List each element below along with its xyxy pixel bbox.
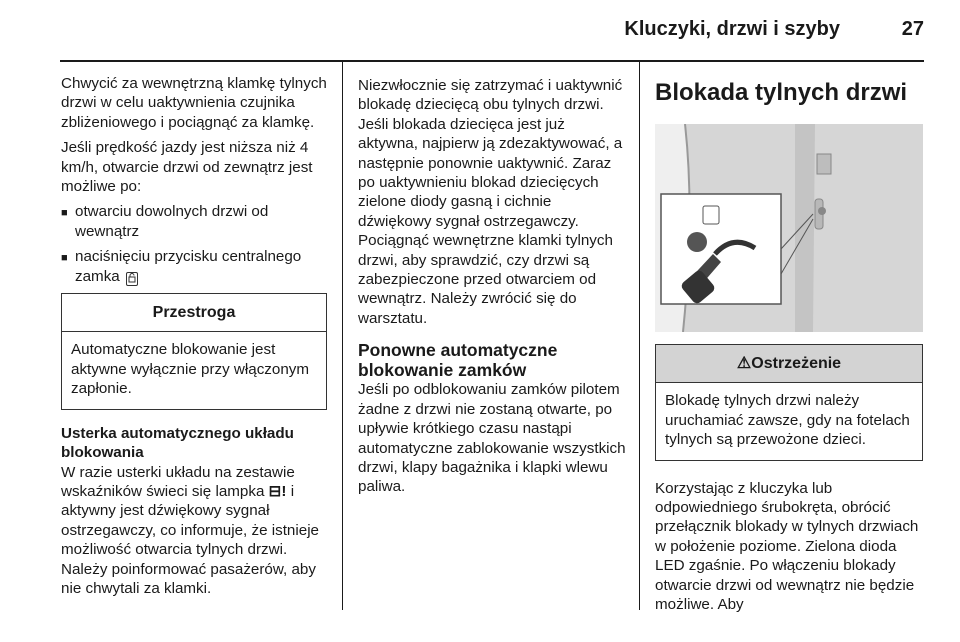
- paragraph: [61, 463, 327, 599]
- caution-box: [61, 293, 327, 410]
- warning-body: Blokadę tylnych drzwi należy uruchamiać zawsze, gdy na fotelach tylnych są przewożone dzieci.: [665, 392, 910, 449]
- warning-lamp-icon: ⊟!: [268, 482, 287, 500]
- warning-box: [655, 344, 923, 461]
- column-divider-1: [342, 60, 343, 610]
- list-item: [61, 247, 327, 286]
- list-item-text: naciśnięciu przycisku centralnego zamka: [75, 248, 302, 285]
- column-divider-2: [639, 60, 640, 610]
- caution-body: Automatyczne blokowanie jest aktywne wyłącznie przy włączonym zapłonie.: [71, 341, 310, 398]
- lock-icon: [126, 272, 138, 286]
- paragraph: Korzystając z kluczyka lub odpowiedniego śrubokręta, obrócić przełącznik blokady w tylnych drzwiach w położenie poziome. Zielona dioda LED zgaśnie. Po włączeniu blokady otwarcie drzwi od wewnątrz nie będzie możliwe. Aby: [655, 479, 919, 614]
- paragraph: Niezwłocznie się zatrzymać i uaktywnić blokadę dziecięcą obu tylnych drzwi. Jeśli blokada dziecięca jest już aktywna, najpierw ją zdezaktywować, a następnie ponownie uaktywnić. Zaraz po uaktywnieniu blokad dziecięcych zielone diody gasną i cichnie dźwiękowy sygnał ostrzegawczy. Pociągnąć wewnętrzne klamki tylnych drzwi, aby sprawdzić, czy drzwi są zabezpieczone przed otwarciem od wewnątrz. Należy zwrócić się do warsztatu.: [358, 77, 623, 327]
- paragraph: Chwycić za wewnętrzną klamkę tylnych drzwi w celu uaktywnienia czujnika zbliżeniowego i pociągnąć za klamkę.: [61, 75, 327, 131]
- caution-title: Przestroga: [62, 294, 326, 332]
- column-2: [358, 76, 626, 503]
- column-1: [61, 74, 327, 604]
- section-heading: Ponowne automatyczne blokowanie zamków: [358, 340, 558, 381]
- list-item: [61, 202, 327, 241]
- warning-title: Ostrzeżenie: [751, 355, 842, 372]
- subheading: Usterka automatycznego układu blokowania: [61, 424, 294, 462]
- door-illustration: [655, 124, 923, 332]
- paragraph-text: W razie usterki układu na zestawie wskaźników świeci się lampka: [61, 463, 295, 500]
- column-3: [655, 78, 923, 620]
- list-item-text: otwarciu dowolnych drzwi od wewnątrz: [75, 203, 269, 240]
- bullet-icon: ■: [61, 252, 68, 265]
- warning-header: [656, 345, 922, 383]
- paragraph: Jeśli prędkość jazdy jest niższa niż 4 km/h, otwarcie drzwi od zewnątrz jest możliwe po:: [61, 139, 313, 196]
- header-rule: [60, 60, 924, 62]
- paragraph: Jeśli po odblokowaniu zamków pilotem żadne z drzwi nie zostaną otwarte, po upływie krótkiego czasu nastąpi automatyczne zablokowanie wszystkich drzwi, klapy bagażnika i klapki wlewu paliwa.: [358, 381, 626, 496]
- child-lock-illustration: [655, 124, 923, 332]
- paragraph-text: i aktywny jest dźwiękowy sygnał ostrzegawczy, co informuje, że istnieje możliwość otwarcia tylnych drzwi. Należy poinformować pasażerów, aby nie chwytali za klamki.: [61, 482, 320, 597]
- header-title: Kluczyki, drzwi i szyby: [624, 18, 840, 40]
- section-title: Blokada tylnych drzwi: [655, 79, 908, 106]
- warning-icon: ⚠: [736, 355, 752, 372]
- bullet-icon: ■: [61, 207, 68, 220]
- page-number: 27: [901, 18, 924, 40]
